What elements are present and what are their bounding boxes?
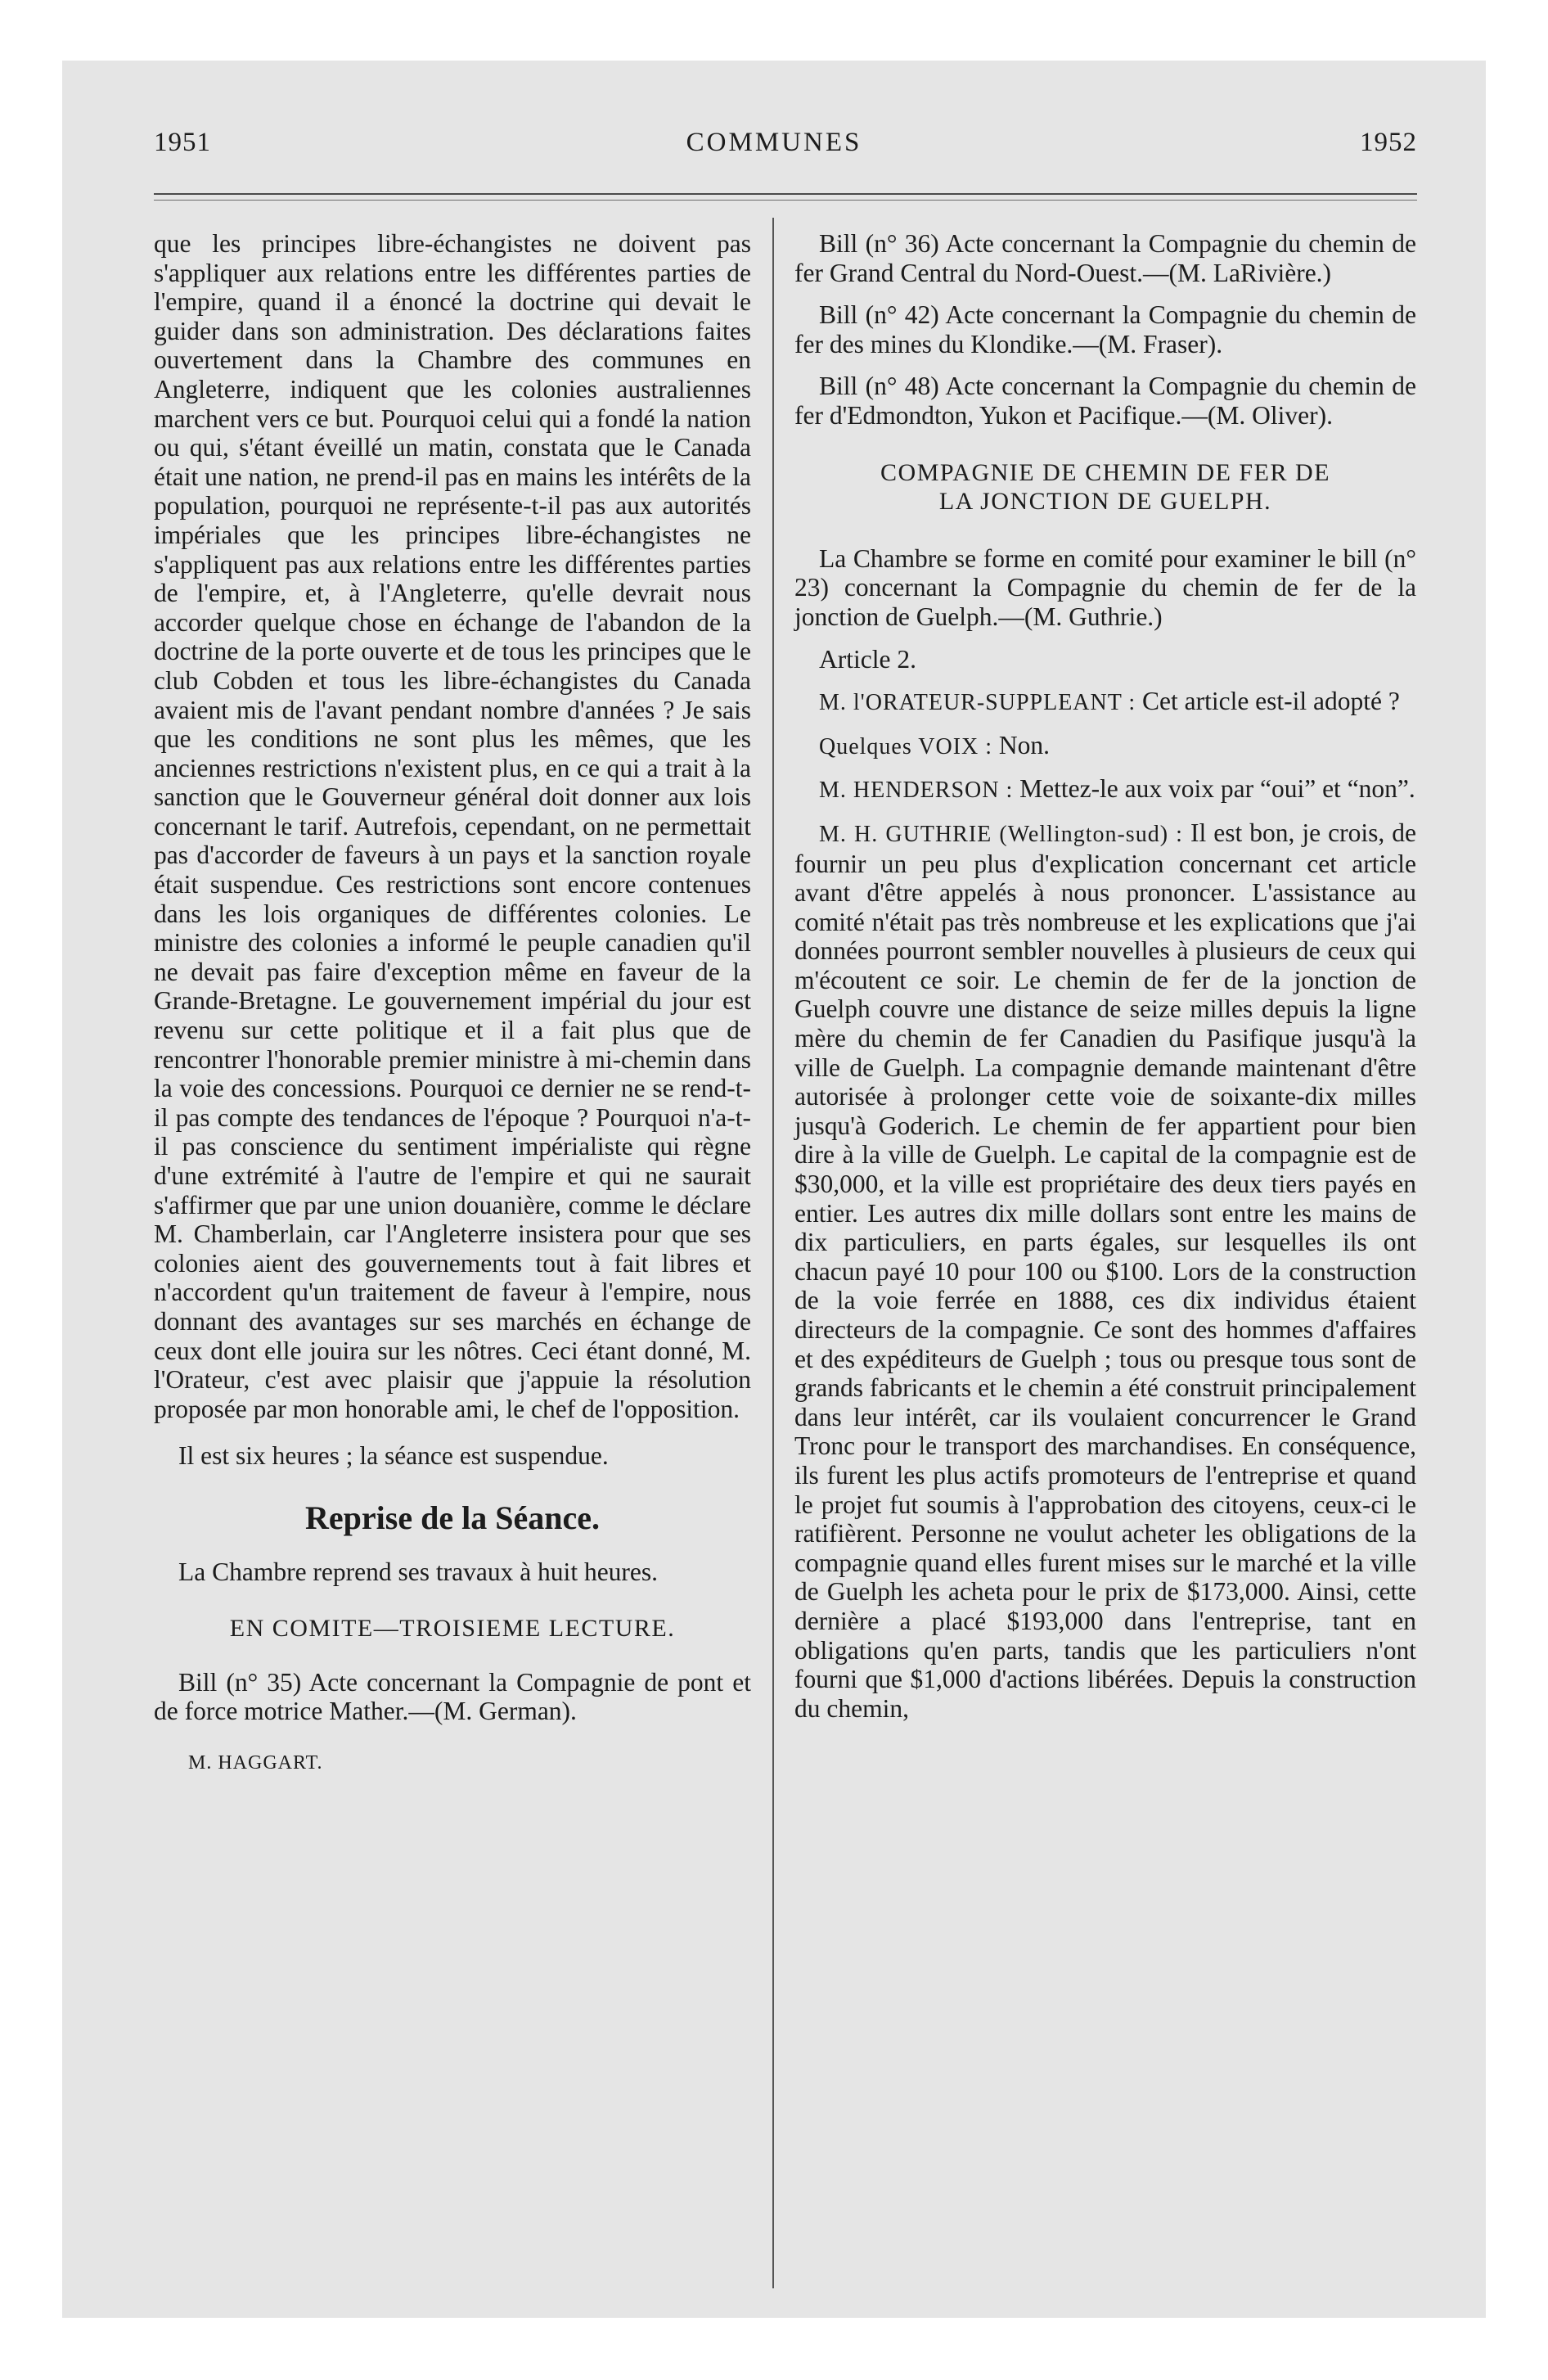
signature-haggart: M. HAGGART. bbox=[188, 1751, 323, 1774]
right-paragraph-committee: La Chambre se forme en comité pour examiner le bill (n° 23) concernant la Compagnie du chemin de fer de la jonction de Guelph.—(M. Guthrie.) bbox=[794, 543, 1416, 631]
speech-text: Il est bon, je crois, de fournir un peu plus d'explication concernant cet article avant d'être appelés à nous prononcer. L'assistance au comité n'était pas très nombreuse et les explications que j'ai données pourront sembler nouvelles à plusieurs de ceux qui m'écoutent ce soir. Le chemin de fer de la jonction de Guelph couvre une distance de seize milles depuis la ligne mère du chemin de fer Canadien du Pasifique jusqu'à la ville de Guelph. La compagnie demande maintenant d'être autorisée à prolonger cette voie de soixante-dix milles jusqu'à Goderich. Le chemin de fer appartient pour bien dire à la ville de Guelph. Le capital de la compagnie est de $30,000, et la ville est propriétaire des deux tiers payés en entier. Les autres dix mille dollars sont entre les mains de dix particuliers, en parts égales, sur lesquelles ils ont chacun payé 10 pour 100 ou $100. Lors de la construction de la voie ferrée en 1888, ces dix individus étaient directeurs de la compagnie. Ce sont des hommes d'affaires et des expéditeurs de Guelph ; tous ou presque tous sont de grands fabricants et le chemin a été construit principalement dans leur intérêt, car ils voulaient concurrencer le Grand Tronc pour le transport des marchandises. En conséquence, ils furent les plus actifs promoteurs de l'entreprise et quand le projet fut soumis à l'approbation des citoyens, ceux-ci le ratifièrent. Personne ne voulut acheter les obligations de la compagnie quand elles furent mises sur le marché et la ville de Guelph les acheta pour le prix de $173,000. Ainsi, cette dernière a placé $193,000 dans l'entreprise, tant en obligations qu'en parts, tandis que les particuliers n'ont fourni que $1,000 d'actions libérées. Depuis la construction du chemin, bbox=[794, 818, 1417, 1723]
right-column bbox=[794, 229, 1416, 1723]
speech-henderson bbox=[794, 774, 1416, 805]
speech-guthrie bbox=[794, 818, 1416, 1723]
speaker-name: Quelques VOIX : bbox=[819, 733, 993, 760]
scanned-page bbox=[62, 61, 1486, 2318]
header-rule bbox=[154, 193, 1417, 195]
speech-text: Mettez-le aux voix par “oui” et “non”. bbox=[1019, 774, 1415, 804]
left-paragraph-bill-35: Bill (n° 35) Acte concernant la Compagnie de pont et de force motrice Mather.—(M. German). bbox=[154, 1667, 751, 1726]
bill-42: Bill (n° 42) Acte concernant la Compagnie du chemin de fer des mines du Klondike.—(M. Fraser). bbox=[794, 300, 1416, 358]
section-title-guelph-line1: COMPAGNIE DE CHEMIN DE FER DE bbox=[880, 458, 1330, 486]
speaker-name: M. H. GUTHRIE (Wellington-sud) : bbox=[819, 821, 1183, 847]
left-column bbox=[154, 229, 751, 1778]
speech-voix bbox=[794, 731, 1416, 762]
page-header bbox=[62, 128, 1486, 169]
article-label: Article 2. bbox=[819, 644, 916, 674]
left-paragraph-resume: La Chambre reprend ses travaux à huit heures. bbox=[178, 1557, 659, 1586]
section-title-committee: EN COMITE—TROISIEME LECTURE. bbox=[229, 1615, 676, 1643]
bill-36: Bill (n° 36) Acte concernant la Compagnie du chemin de fer Grand Central du Nord-Ouest.—(M. LaRivière.) bbox=[794, 229, 1416, 287]
speaker-name: M. HENDERSON : bbox=[819, 778, 1014, 804]
header-rule-thin bbox=[154, 200, 1417, 201]
section-title-guelph-line2: LA JONCTION DE GUELPH. bbox=[938, 488, 1272, 516]
section-title-guelph bbox=[794, 458, 1416, 516]
left-paragraph-continued: que les principes libre-échangistes ne doivent pas s'appliquer aux relations entre les différentes parties de l'empire, quand il a énoncé la doctrine qui devait le guider dans son administration. Des déclarations faites ouvertement dans la Chambre des communes en Angleterre, indiquent que les colonies australiennes marchent vers ce but. Pourquoi celui qui a fondé la nation ou qui, s'étant éveillé un matin, constata que le Canada était une nation, ne prend-il pas en mains les intérêts de la population, pourquoi ne représente-t-il pas aux autorités impériales que les principes libre-échangistes ne s'appliquent pas aux relations entre les différentes parties de l'empire, et, à l'Angleterre, qu'elle devrait nous accorder quelque chose en échange de l'abandon de la doctrine de la porte ouverte et de tous les principes que le club Cobden et tous les libre-échangistes du Canada avaient mis de l'avant pendant nombre d'années ? Je sais que les conditions ne sont plus les mêmes, que les anciennes restrictions n'existent plus, en ce qui a trait à la sanction que le Gouverneur général doit donner aux lois concernant le tarif. Autrefois, cependant, on ne permettait pas d'accorder de faveurs à un pays et la sanction royale était suspendue. Ces restrictions sont encore contenues dans les lois organiques de différentes colonies. Le ministre des colonies a informé le peuple canadien qu'il ne devait pas faire d'exception même en faveur de la Grande-Bretagne. Le gouvernement impérial du jour est revenu sur cette politique et il a fait plus que de rencontrer l'honorable premier ministre à mi-chemin dans la voie des concessions. Pourquoi ce dernier ne se rend-t-il pas compte des tendances de l'époque ? Pourquoi n'a-t-il pas conscience du sentiment impérialiste qui règne d'une extrémité à l'autre de l'empire et qui ne saurait s'affirmer que par une union douanière, comme le déclare M. Chamberlain, car l'Angleterre insistera pour que ses colonies aient des gouvernements tout à fait libres et n'accordent qu'un traitement de faveur à l'empire, nous donnant des avantages sur ses marchés en échange de ceux dont elle jouira sur les nôtres. Ceci étant donné, M. l'Orateur, c'est avec plaisir que j'appuie la résolution proposée par mon honorable ami, le chef de l'opposition. bbox=[154, 229, 751, 1423]
speaker-name: M. l'ORATEUR-SUPPLEANT : bbox=[819, 690, 1136, 716]
section-heading-reprise: Reprise de la Séance. bbox=[305, 1499, 600, 1536]
bill-48: Bill (n° 48) Acte concernant la Compagnie du chemin de fer d'Edmondton, Yukon et Pacifique.—(M. Oliver). bbox=[794, 372, 1416, 430]
left-paragraph-suspension: Il est six heures ; la séance est suspendue. bbox=[178, 1441, 609, 1471]
speech-text: Cet article est-il adopté ? bbox=[1142, 687, 1400, 716]
speech-orateur bbox=[794, 687, 1416, 718]
running-title: COMMUNES bbox=[686, 128, 862, 157]
page-number-left: 1951 bbox=[154, 128, 211, 157]
speech-text: Non. bbox=[998, 730, 1051, 760]
column-divider bbox=[772, 218, 774, 2288]
page-number-right: 1952 bbox=[1360, 128, 1417, 157]
